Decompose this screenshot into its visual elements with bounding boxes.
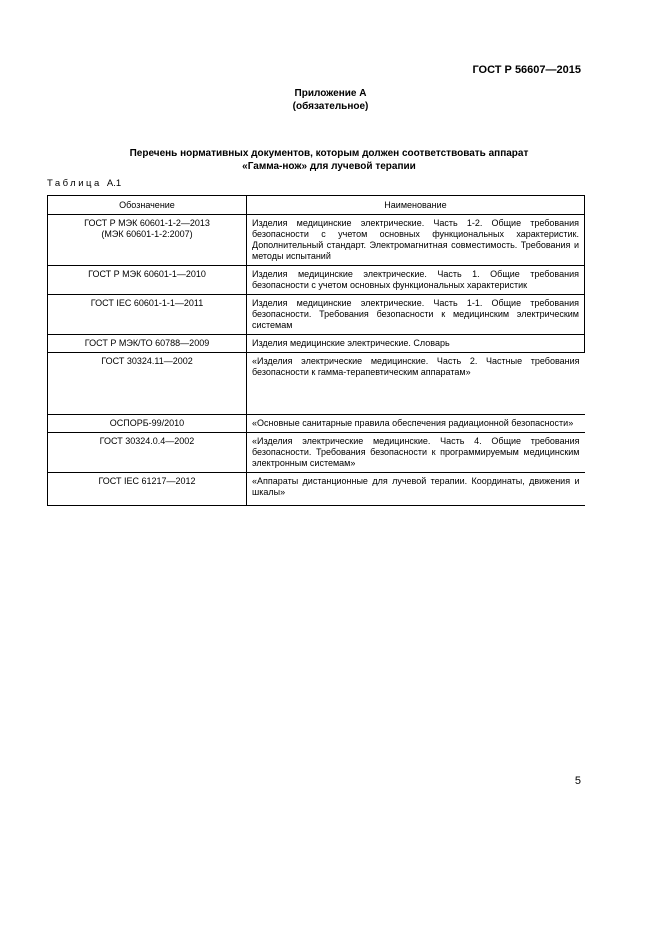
table-row [48,473,585,506]
row-designation-international: (МЭК 60601-1-2:2007) [101,229,193,239]
row-designation: ОСПОРБ-99/2010 [48,415,247,433]
appendix-title: Приложение А [294,88,367,99]
table-row [48,295,585,335]
row-designation: ГОСТ 30324.0.4—2002 [48,433,247,473]
column-header-designation: Обозначение [48,196,247,215]
table-row [48,415,585,433]
row-name: «Аппараты дистанционные для лучевой терапии. Координаты, движения и шкалы» [247,473,585,506]
table-row [48,433,585,473]
table-row [48,215,585,266]
row-designation-text: ГОСТ Р МЭК 60601-1-2—2013 [84,218,210,228]
row-name: Изделия медицинские электрические. Часть 1-2. Общие требования безопасности с учетом основных функциональных характеристик. Дополнительный стандарт. Электромагнитная совместимость. Требования и методы испытаний [247,215,585,266]
list-heading-line-2: «Гамма-нож» для лучевой терапии [242,161,416,172]
page-number: 5 [574,775,581,787]
list-heading-line-1: Перечень нормативных документов, которым должен соответствовать аппарат [129,148,529,159]
row-name: «Изделия электрические медицинские. Часть 2. Частные требования безопасности к гамма-терапевтическим аппаратам» [247,353,585,415]
table-caption-number: А.1 [106,178,122,189]
row-designation: ГОСТ Р МЭК/ТО 60788—2009 [48,335,247,353]
row-designation: ГОСТ IEC 61217—2012 [48,473,247,506]
document-code: ГОСТ Р 56607—2015 [472,64,581,76]
row-name: Изделия медицинские электрические. Словарь [247,335,585,353]
table-row [48,335,585,353]
row-designation: ГОСТ 30324.11—2002 [48,353,247,415]
table-caption [47,178,121,189]
appendix-subtitle: (обязательное) [292,101,369,112]
row-name: «Изделия электрические медицинские. Часть 4. Общие требования безопасности. Требования безопасности к программируемым медицинским электронным системам» [247,433,585,473]
row-name: Изделия медицинские электрические. Часть 1. Общие требования безопасности с учетом основных функциональных характеристик [247,266,585,295]
row-designation [48,215,247,266]
row-designation: ГОСТ Р МЭК 60601-1—2010 [48,266,247,295]
table-header-row [48,196,585,215]
table-caption-label: Таблица [47,178,102,189]
standards-table [47,195,585,506]
row-designation: ГОСТ IEC 60601-1-1—2011 [48,295,247,335]
list-heading [47,147,611,173]
table-row [48,353,585,415]
row-name: «Основные санитарные правила обеспечения радиационной безопасности» [247,415,585,433]
column-header-name: Наименование [247,196,585,215]
appendix-heading [0,87,661,113]
row-name: Изделия медицинские электрические. Часть 1-1. Общие требования безопасности. Требования безопасности к медицинским электрическим системам [247,295,585,335]
table-row [48,266,585,295]
